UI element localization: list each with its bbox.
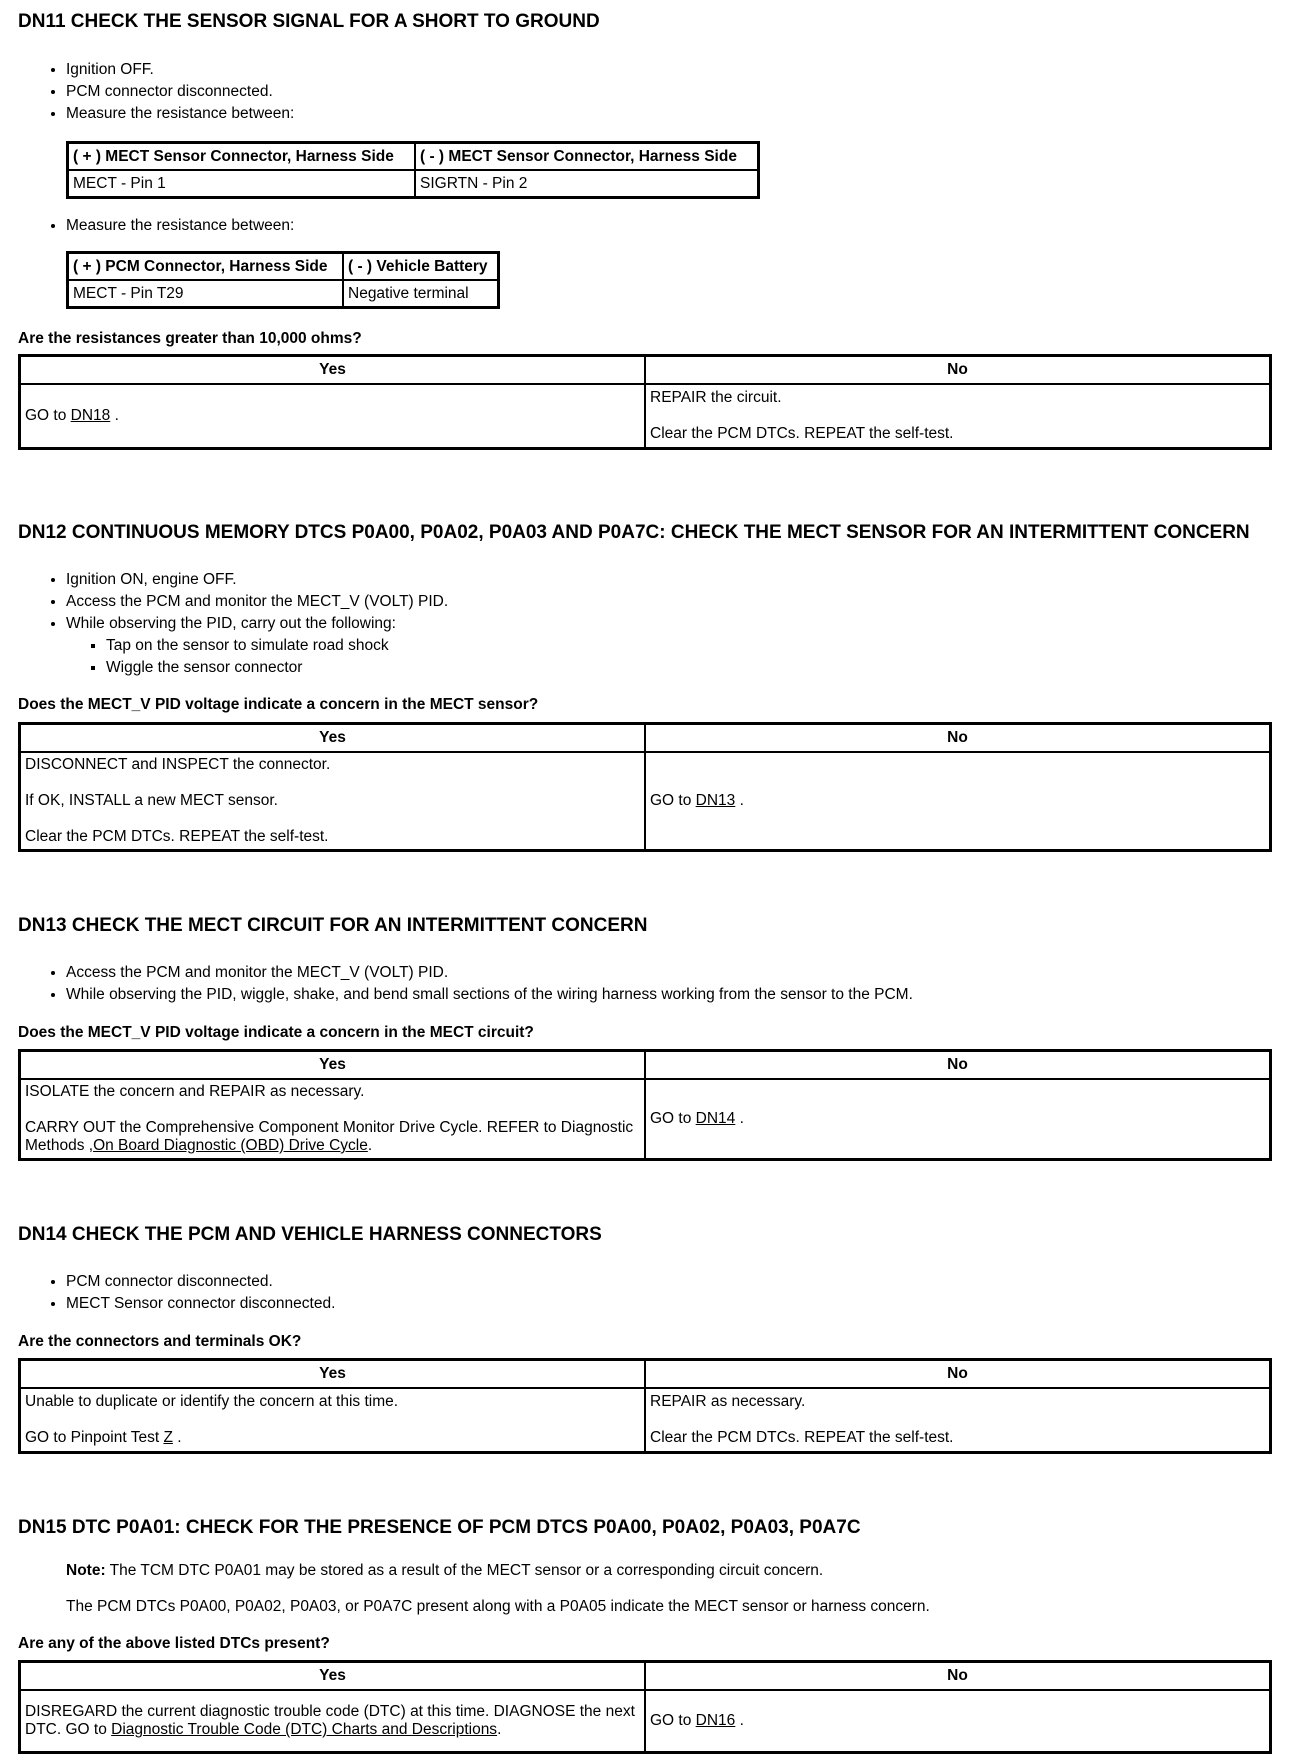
link-dtc-charts[interactable]: Diagnostic Trouble Code (DTC) Charts and Descriptions — [111, 1721, 498, 1738]
note-label: Note: — [66, 1562, 106, 1579]
list-item: ▪ Tap on the sensor to simulate road shock — [106, 635, 1298, 657]
table-cell: MECT - Pin T29 — [68, 280, 344, 308]
section-title: DN13 CHECK THE MECT CIRCUIT FOR AN INTERMITTENT CONCERN — [18, 915, 648, 936]
yes-header: Yes — [20, 1662, 646, 1691]
no-cell: REPAIR as necessary. Clear the PCM DTCs. REPEAT the self-test. — [645, 1388, 1271, 1453]
note-text: Note: The TCM DTC P0A01 may be stored as a result of the MECT sensor or a corresponding circuit concern. — [66, 1562, 824, 1579]
section-dn14 — [18, 1223, 1298, 1454]
yes-header: Yes — [20, 724, 646, 753]
table-cell: SIGRTN - Pin 2 — [415, 170, 759, 198]
no-header: No — [645, 356, 1271, 385]
no-cell: GO to DN14 . — [645, 1079, 1271, 1160]
step-list — [18, 215, 1298, 237]
list-item: • Measure the resistance between: — [66, 215, 1298, 237]
column-header: ( - ) MECT Sensor Connector, Harness Side — [415, 143, 759, 171]
link-dn14[interactable]: DN14 — [695, 1110, 736, 1127]
question-text: Are the connectors and terminals OK? — [18, 1333, 302, 1350]
list-item: • PCM connector disconnected. — [66, 81, 1298, 103]
yes-no-table — [18, 722, 1272, 852]
yes-header: Yes — [20, 1051, 646, 1080]
no-header: No — [645, 1051, 1271, 1080]
section-title: DN11 CHECK THE SENSOR SIGNAL FOR A SHORT TO GROUND — [18, 11, 600, 32]
yes-no-table — [18, 354, 1272, 450]
section-dn12 — [18, 521, 1298, 852]
list-item: • Access the PCM and monitor the MECT_V (VOLT) PID. — [66, 591, 1298, 613]
link-pinpoint-test-z[interactable]: Z — [163, 1429, 173, 1446]
question-text: Are the resistances greater than 10,000 ohms? — [18, 330, 362, 347]
link-dn18[interactable]: DN18 — [70, 407, 111, 424]
yes-header: Yes — [20, 1360, 646, 1389]
no-cell: GO to DN13 . — [645, 752, 1271, 851]
step-list — [18, 59, 1298, 125]
list-item: • PCM connector disconnected. — [66, 1271, 1298, 1293]
no-cell: GO to DN16 . — [645, 1690, 1271, 1753]
yes-cell: DISCONNECT and INSPECT the connector. If OK, INSTALL a new MECT sensor. Clear the PCM DTCs. REPEAT the self-test. — [20, 752, 646, 851]
measurement-table — [66, 251, 500, 309]
list-item: • MECT Sensor connector disconnected. — [66, 1293, 1298, 1315]
list-item: • While observing the PID, wiggle, shake, and bend small sections of the wiring harness working from the sensor to the PCM. — [66, 984, 1298, 1006]
list-item: • Ignition ON, engine OFF. — [66, 569, 1298, 591]
column-header: ( - ) Vehicle Battery — [343, 253, 499, 281]
link-dn16[interactable]: DN16 — [695, 1712, 736, 1729]
question-text: Does the MECT_V PID voltage indicate a concern in the MECT circuit? — [18, 1024, 534, 1041]
section-title: DN14 CHECK THE PCM AND VEHICLE HARNESS CONNECTORS — [18, 1224, 602, 1245]
yes-no-table — [18, 1358, 1272, 1454]
note-text: The PCM DTCs P0A00, P0A02, P0A03, or P0A7C present along with a P0A05 indicate the MECT sensor or harness concern. — [66, 1598, 930, 1615]
yes-no-table — [18, 1660, 1272, 1754]
step-list — [18, 962, 1298, 1006]
link-dn13[interactable]: DN13 — [695, 792, 736, 809]
table-cell: Negative terminal — [343, 280, 499, 308]
no-header: No — [645, 724, 1271, 753]
question-text: Are any of the above listed DTCs present? — [18, 1635, 330, 1652]
list-item: • Access the PCM and monitor the MECT_V (VOLT) PID. — [66, 962, 1298, 984]
list-item: • While observing the PID, carry out the following: ▪ Tap on the sensor to simulate road shock ▪ Wiggle the sensor connector — [66, 613, 1298, 679]
question-text: Does the MECT_V PID voltage indicate a concern in the MECT sensor? — [18, 696, 539, 713]
yes-no-table — [18, 1049, 1272, 1161]
yes-cell: ISOLATE the concern and REPAIR as necessary. CARRY OUT the Comprehensive Component Monitor Drive Cycle. REFER to Diagnostic Methods ,On Board Diagnostic (OBD) Drive Cycle. — [20, 1079, 646, 1160]
step-list — [18, 569, 1298, 679]
sub-step-list — [66, 635, 1298, 679]
yes-cell: Unable to duplicate or identify the concern at this time. GO to Pinpoint Test Z . — [20, 1388, 646, 1453]
step-list — [18, 1271, 1298, 1315]
column-header: ( + ) MECT Sensor Connector, Harness Side — [68, 143, 416, 171]
column-header: ( + ) PCM Connector, Harness Side — [68, 253, 344, 281]
yes-cell: GO to DN18 . — [20, 384, 646, 449]
yes-header: Yes — [20, 356, 646, 385]
no-cell: REPAIR the circuit. Clear the PCM DTCs. REPEAT the self-test. — [645, 384, 1271, 449]
table-cell: MECT - Pin 1 — [68, 170, 416, 198]
list-item: • Measure the resistance between: — [66, 103, 1298, 125]
measurement-table — [66, 141, 760, 199]
section-title: DN15 DTC P0A01: CHECK FOR THE PRESENCE OF PCM DTCS P0A00, P0A02, P0A03, P0A7C — [18, 1517, 861, 1538]
no-header: No — [645, 1662, 1271, 1691]
section-dn15 — [18, 1516, 1298, 1754]
section-dn11 — [18, 10, 1298, 450]
yes-cell: DISREGARD the current diagnostic trouble code (DTC) at this time. DIAGNOSE the next DTC. GO to Diagnostic Trouble Code (DTC) Charts and Descriptions. — [20, 1690, 646, 1753]
section-title: DN12 CONTINUOUS MEMORY DTCS P0A00, P0A02, P0A03 AND P0A7C: CHECK THE MECT SENSOR FOR AN INTERMITTENT CONCERN — [18, 522, 1250, 543]
link-obd-drive-cycle[interactable]: On Board Diagnostic (OBD) Drive Cycle — [93, 1137, 368, 1154]
list-item: ▪ Wiggle the sensor connector — [106, 657, 1298, 679]
no-header: No — [645, 1360, 1271, 1389]
section-dn13 — [18, 914, 1298, 1161]
list-item: • Ignition OFF. — [66, 59, 1298, 81]
